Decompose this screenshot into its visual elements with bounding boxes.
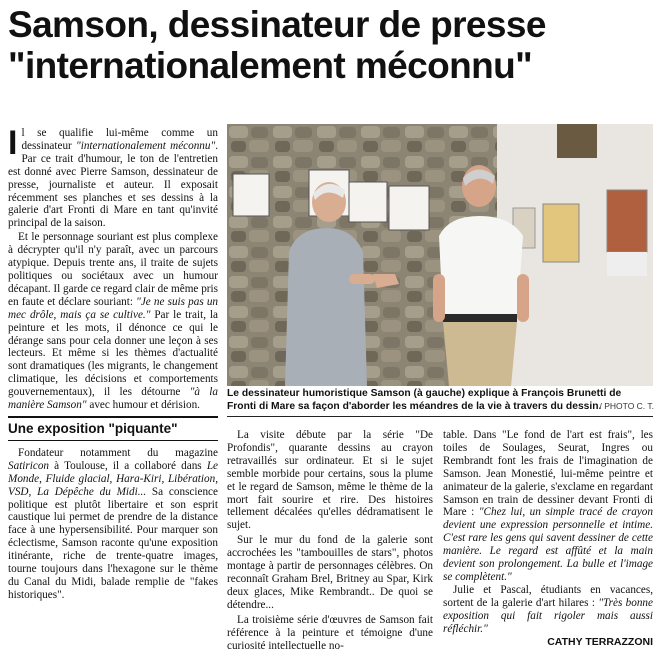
right-paragraph-1: table. Dans "Le fond de l'art est frais", les toiles de Soulages, Seurat, Ingres ou Rembrandt font les frais de l'imagination de Samson. Jean Monestié, lui-même peintre et animateur de la galerie, s'exclame en regardant Samson en train de dessiner devant Fronti di Mare : "Chez lui, un simple tracé de crayon devient une expression personnelle et intime. C'est rare les gens qui savent dessiner de cette manière. Le regard est affûté et la main devient son prolongement. La bulle et l'image se complètent.": [443, 429, 653, 583]
photo-caption: Le dessinateur humoristique Samson (à gauche) explique à François Brunetti de Fronti di Mare sa façon d'aborder les méandres de la vie à travers du dessin.: [227, 388, 622, 412]
photo-credit: / PHOTO C. T.: [599, 401, 654, 411]
divider: [227, 416, 653, 417]
photo-samson-and-brunetti: [227, 124, 653, 386]
dropcap: I: [8, 124, 18, 162]
article-column-middle: [227, 429, 433, 652]
intro-paragraph-1: Il se qualifie lui-même comme un dessinateur "internationalement méconnu". Par ce trait d'humour, le ton de l'entretien est donné avec Pierre Samson, dessinateur de presse, journaliste et auteur. Il exposait récemment ses planches et ses dessins à la galerie d'art Fronti di Mare en tant qu'invité principal de la saison.: [8, 124, 218, 230]
article-photo: [227, 124, 653, 386]
headline-line-1: Samson, dessinateur de presse: [8, 4, 546, 45]
article-column-right: [443, 429, 653, 648]
headline: [8, 4, 653, 86]
article-column-left: [8, 124, 219, 602]
intro-paragraph-2: Et le personnage souriant est plus complexe à décrypter qu'il n'y paraît, avec un parcours atypique. Depuis trente ans, il traite de sujets politiques ou sociétaux avec un humour décapant. Il garde ce regard clair de même pris en faute et déclare souriant: "Je ne suis pas un mec drôle, mais ça se cultive." Par le trait, la peinture et les mots, il dénonce ce qui le dérange sans pour cela donner une leçon à ses lecteurs. Et même si les thèmes d'actualité sont dramatiques (les migrants, le changement climatique, les décisions et comportements gouvernementaux), il les détourne "à la manière Samson" avec humour et dérision.: [8, 231, 219, 412]
author-signature: CATHY TERRAZZONI: [547, 635, 653, 648]
middle-paragraph-3: La troisième série d'œuvres de Samson fait référence à la peinture et témoigne d'une curiosité intellectuelle no-: [227, 613, 433, 652]
section2-paragraph-1: Fondateur notamment du magazine Satiricon à Toulouse, il a collaboré dans Le Monde, Fluide glacial, Hara-Kiri, Libération, VSD, La Dépêche du Midi... Sa conscience politique est plutôt libertaire et son esprit caustique lui permet de prendre de la distance face à une hypersensibilité. Pour marquer son éclectisme, Samson raconte qu'une exposition itinérante, riche de trente-quatre images, tourne toujours dans l'hexagone sur le thème du Canal du Midi, balade remplie de "fakes historiques".: [8, 446, 218, 601]
headline-line-2: "internationalement méconnu": [8, 45, 533, 86]
section-subhead: Une exposition "piquante": [8, 416, 218, 441]
middle-paragraph-2: Sur le mur du fond de la galerie sont accrochées les "tambouilles de stars", photos montage à partir de personnages célèbres. On reconnaît Graham Brel, Britney au Spar, Kirk deux glaces, Mike Rembrandt.. De quoi se détendre...: [227, 534, 433, 611]
right-paragraph-2: Julie et Pascal, étudiants en vacances, sortent de la galerie d'art hilares : "Très bonne exposition qui fait rigoler mais aussi réfléchir.": [443, 583, 653, 635]
middle-paragraph-1: La visite débute par la série "De Profondis", quarante dessins au crayon retravaillés sur ordinateur. Et si le sujet semble morbide pour certains, sous la plume et le regard de Samson, même le thème de la mort fait sourire et rire. Des histoires tellement décalées qu'elles dédramatisent le sujet.: [227, 429, 433, 532]
